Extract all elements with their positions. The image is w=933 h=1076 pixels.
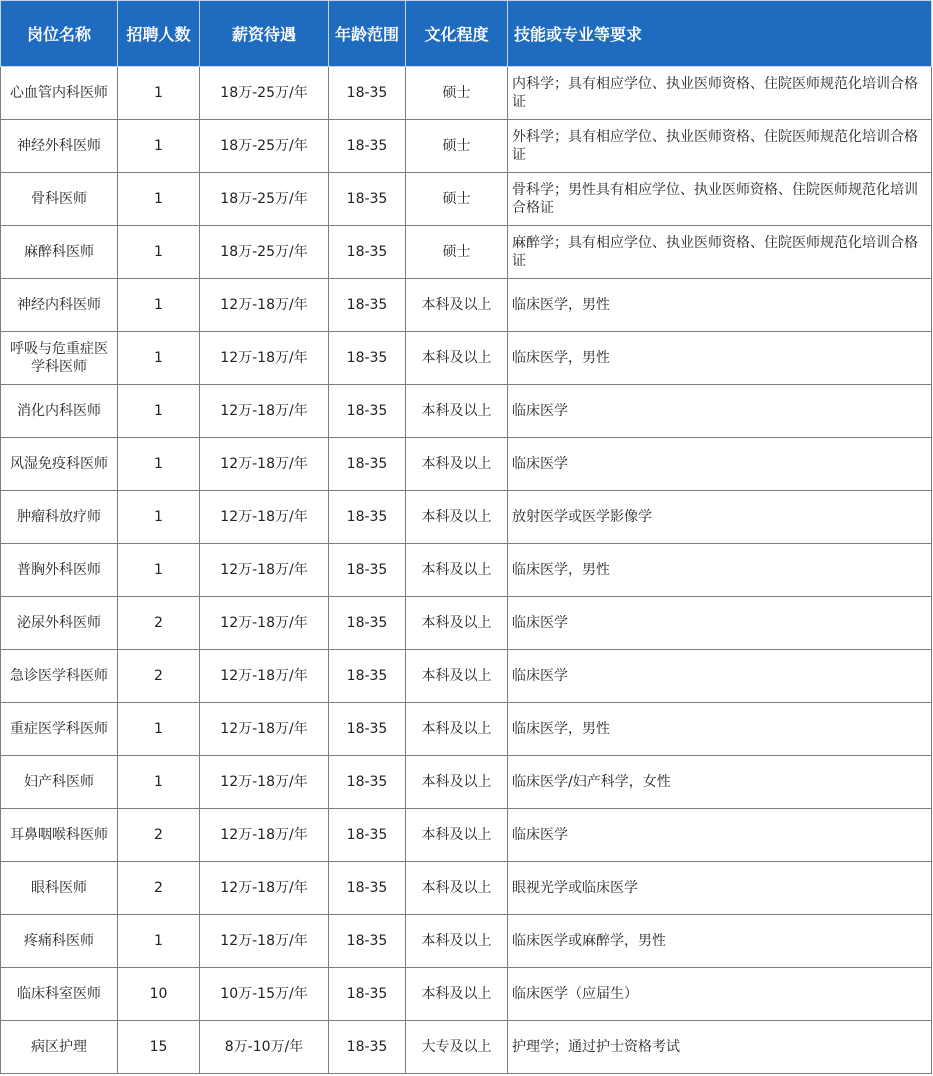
cell-position: 骨科医师: [1, 173, 118, 226]
cell-age: 18-35: [329, 120, 406, 173]
cell-age: 18-35: [329, 597, 406, 650]
cell-education: 本科及以上: [406, 862, 508, 915]
cell-requirement: 临床医学，男性: [508, 332, 932, 385]
cell-position: 肿瘤科放疗师: [1, 491, 118, 544]
header-education: 文化程度: [406, 1, 508, 67]
cell-education: 本科及以上: [406, 809, 508, 862]
cell-education: 本科及以上: [406, 915, 508, 968]
cell-salary: 12万-18万/年: [200, 597, 329, 650]
cell-education: 硕士: [406, 120, 508, 173]
cell-position: 临床科室医师: [1, 968, 118, 1021]
cell-count: 1: [118, 756, 200, 809]
cell-age: 18-35: [329, 968, 406, 1021]
header-age: 年龄范围: [329, 1, 406, 67]
table-row: [1, 173, 932, 226]
cell-salary: 18万-25万/年: [200, 173, 329, 226]
cell-education: 硕士: [406, 67, 508, 120]
cell-age: 18-35: [329, 809, 406, 862]
cell-requirement: 护理学；通过护士资格考试: [508, 1021, 932, 1074]
cell-age: 18-35: [329, 703, 406, 756]
table-row: [1, 120, 932, 173]
cell-requirement: 眼视光学或临床医学: [508, 862, 932, 915]
cell-requirement: 放射医学或医学影像学: [508, 491, 932, 544]
cell-count: 1: [118, 279, 200, 332]
table-row: [1, 279, 932, 332]
cell-count: 2: [118, 862, 200, 915]
cell-count: 10: [118, 968, 200, 1021]
cell-age: 18-35: [329, 385, 406, 438]
cell-salary: 12万-18万/年: [200, 915, 329, 968]
cell-age: 18-35: [329, 226, 406, 279]
table-header: [1, 1, 932, 67]
cell-count: 1: [118, 703, 200, 756]
cell-requirement: 麻醉学；具有相应学位、执业医师资格、住院医师规范化培训合格证: [508, 226, 932, 279]
table-row: [1, 67, 932, 120]
table-row: [1, 438, 932, 491]
cell-salary: 12万-18万/年: [200, 862, 329, 915]
table-row: [1, 915, 932, 968]
cell-salary: 18万-25万/年: [200, 226, 329, 279]
cell-requirement: 临床医学，男性: [508, 279, 932, 332]
cell-requirement: 临床医学（应届生）: [508, 968, 932, 1021]
cell-education: 硕士: [406, 173, 508, 226]
cell-position: 妇产科医师: [1, 756, 118, 809]
cell-requirement: 外科学；具有相应学位、执业医师资格、住院医师规范化培训合格证: [508, 120, 932, 173]
cell-count: 1: [118, 438, 200, 491]
cell-count: 1: [118, 173, 200, 226]
cell-count: 2: [118, 809, 200, 862]
cell-requirement: 临床医学: [508, 809, 932, 862]
table-row: [1, 544, 932, 597]
cell-salary: 18万-25万/年: [200, 120, 329, 173]
cell-requirement: 临床医学或麻醉学，男性: [508, 915, 932, 968]
cell-salary: 12万-18万/年: [200, 544, 329, 597]
table-row: [1, 968, 932, 1021]
cell-salary: 12万-18万/年: [200, 703, 329, 756]
cell-salary: 12万-18万/年: [200, 491, 329, 544]
cell-position: 呼吸与危重症医学科医师: [1, 332, 118, 385]
cell-education: 本科及以上: [406, 968, 508, 1021]
table-row: [1, 650, 932, 703]
cell-salary: 18万-25万/年: [200, 67, 329, 120]
cell-education: 本科及以上: [406, 597, 508, 650]
cell-education: 本科及以上: [406, 650, 508, 703]
header-requirement: 技能或专业等要求: [508, 1, 932, 67]
cell-position: 病区护理: [1, 1021, 118, 1074]
cell-requirement: 临床医学: [508, 650, 932, 703]
cell-age: 18-35: [329, 438, 406, 491]
cell-education: 本科及以上: [406, 279, 508, 332]
cell-salary: 12万-18万/年: [200, 279, 329, 332]
table-row: [1, 385, 932, 438]
cell-count: 2: [118, 597, 200, 650]
cell-education: 本科及以上: [406, 703, 508, 756]
header-position: 岗位名称: [1, 1, 118, 67]
cell-requirement: 临床医学，男性: [508, 544, 932, 597]
header-count: 招聘人数: [118, 1, 200, 67]
cell-position: 神经外科医师: [1, 120, 118, 173]
cell-requirement: 临床医学: [508, 438, 932, 491]
cell-education: 本科及以上: [406, 491, 508, 544]
table-row: [1, 332, 932, 385]
cell-age: 18-35: [329, 173, 406, 226]
cell-count: 1: [118, 385, 200, 438]
header-salary: 薪资待遇: [200, 1, 329, 67]
cell-salary: 12万-18万/年: [200, 438, 329, 491]
cell-age: 18-35: [329, 491, 406, 544]
table-row: [1, 491, 932, 544]
cell-salary: 12万-18万/年: [200, 332, 329, 385]
cell-age: 18-35: [329, 650, 406, 703]
cell-count: 1: [118, 544, 200, 597]
cell-age: 18-35: [329, 756, 406, 809]
cell-position: 耳鼻咽喉科医师: [1, 809, 118, 862]
cell-position: 消化内科医师: [1, 385, 118, 438]
cell-position: 疼痛科医师: [1, 915, 118, 968]
cell-count: 1: [118, 226, 200, 279]
cell-education: 硕士: [406, 226, 508, 279]
cell-education: 本科及以上: [406, 438, 508, 491]
cell-education: 本科及以上: [406, 756, 508, 809]
cell-salary: 12万-18万/年: [200, 756, 329, 809]
cell-salary: 12万-18万/年: [200, 385, 329, 438]
cell-age: 18-35: [329, 279, 406, 332]
cell-age: 18-35: [329, 862, 406, 915]
table-row: [1, 1021, 932, 1074]
cell-education: 本科及以上: [406, 332, 508, 385]
cell-position: 心血管内科医师: [1, 67, 118, 120]
cell-position: 眼科医师: [1, 862, 118, 915]
cell-count: 1: [118, 120, 200, 173]
cell-age: 18-35: [329, 1021, 406, 1074]
cell-requirement: 骨科学；男性具有相应学位、执业医师资格、住院医师规范化培训合格证: [508, 173, 932, 226]
cell-age: 18-35: [329, 544, 406, 597]
cell-age: 18-35: [329, 67, 406, 120]
table-body: [1, 67, 932, 1074]
cell-salary: 12万-18万/年: [200, 809, 329, 862]
cell-education: 本科及以上: [406, 544, 508, 597]
cell-requirement: 临床医学: [508, 597, 932, 650]
cell-count: 1: [118, 332, 200, 385]
cell-position: 神经内科医师: [1, 279, 118, 332]
cell-count: 1: [118, 67, 200, 120]
cell-salary: 12万-18万/年: [200, 650, 329, 703]
cell-requirement: 内科学；具有相应学位、执业医师资格、住院医师规范化培训合格证: [508, 67, 932, 120]
cell-count: 1: [118, 915, 200, 968]
cell-count: 15: [118, 1021, 200, 1074]
cell-salary: 10万-15万/年: [200, 968, 329, 1021]
cell-position: 普胸外科医师: [1, 544, 118, 597]
table-row: [1, 756, 932, 809]
cell-requirement: 临床医学/妇产科学，女性: [508, 756, 932, 809]
cell-age: 18-35: [329, 332, 406, 385]
cell-requirement: 临床医学: [508, 385, 932, 438]
cell-position: 急诊医学科医师: [1, 650, 118, 703]
header-row: [1, 1, 932, 67]
cell-position: 风湿免疫科医师: [1, 438, 118, 491]
cell-education: 大专及以上: [406, 1021, 508, 1074]
cell-count: 1: [118, 491, 200, 544]
table-row: [1, 809, 932, 862]
table-row: [1, 597, 932, 650]
cell-salary: 8万-10万/年: [200, 1021, 329, 1074]
cell-education: 本科及以上: [406, 385, 508, 438]
cell-age: 18-35: [329, 915, 406, 968]
cell-position: 重症医学科医师: [1, 703, 118, 756]
cell-count: 2: [118, 650, 200, 703]
table-row: [1, 226, 932, 279]
cell-requirement: 临床医学，男性: [508, 703, 932, 756]
cell-position: 泌尿外科医师: [1, 597, 118, 650]
table-row: [1, 703, 932, 756]
cell-position: 麻醉科医师: [1, 226, 118, 279]
table-row: [1, 862, 932, 915]
